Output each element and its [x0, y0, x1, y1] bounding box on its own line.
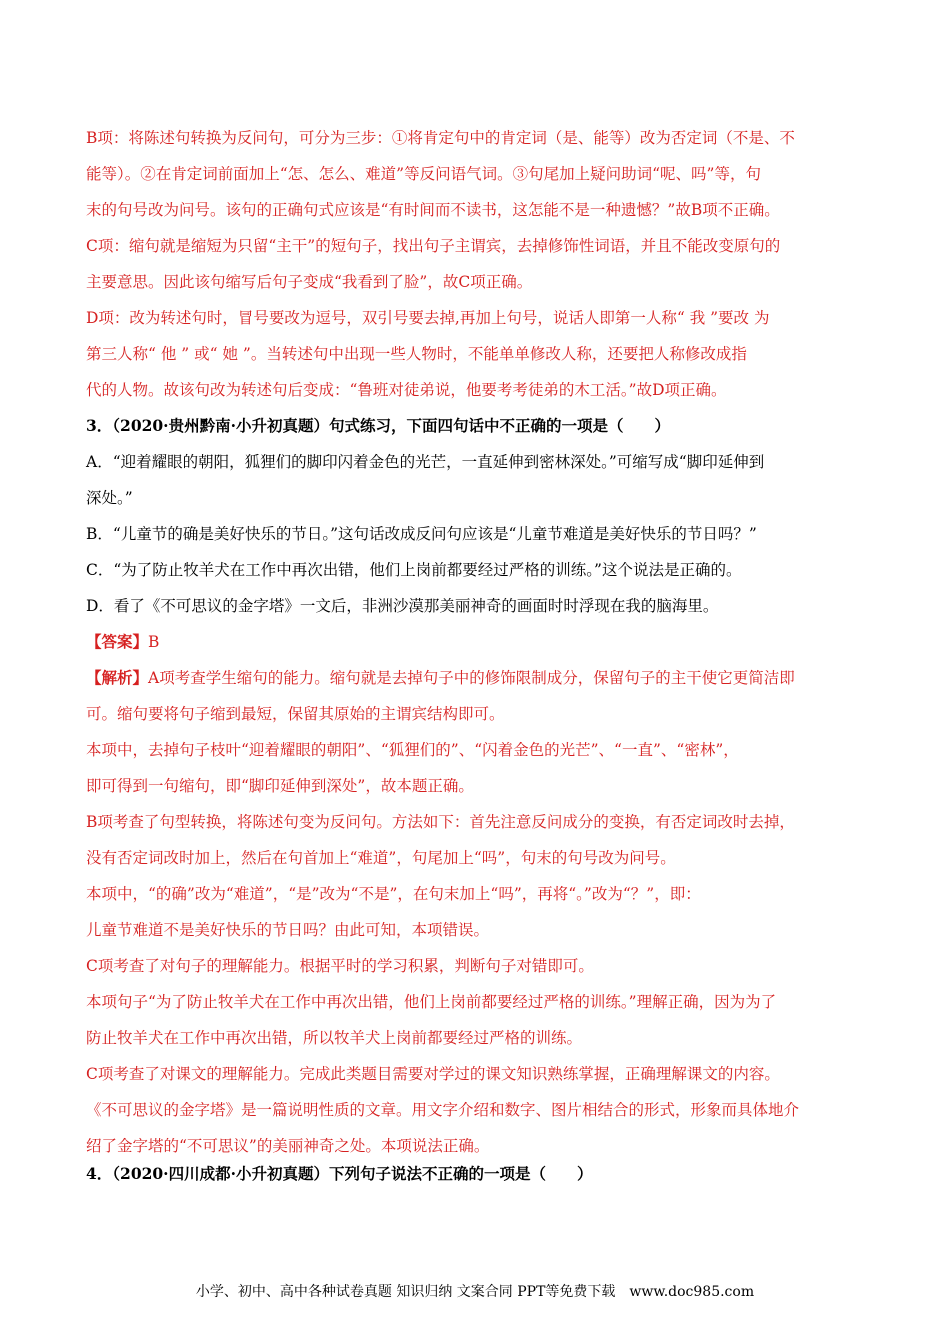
- analysis-line: 本项中，去掉句子枝叶“迎着耀眼的朝阳”、“狐狸们的”、“闪着金色的光芒”、“一直”、“密林”，: [86, 741, 739, 759]
- analysis-line: 可。缩句要将句子缩到最短，保留其原始的主谓宾结构即可。: [86, 705, 505, 723]
- explanation-b-line: 末的句号改为问号。该句的正确句式应该是“有时间而不读书，这怎能不是一种遗憾？”故B项不正确。: [86, 201, 780, 219]
- option-a-continued: 深处。”: [86, 489, 133, 507]
- analysis-line: 本项句子“为了防止牧羊犬在工作中再次出错，他们上岗前都要经过严格的训练。”理解正确，因为为了: [86, 993, 777, 1011]
- question-3: [86, 408, 866, 1164]
- previous-explanation: [86, 120, 866, 408]
- option-c: C．“为了防止牧羊犬在工作中再次出错，他们上岗前都要经过严格的训练。”这个说法是正确的。: [86, 561, 742, 579]
- analysis-line: 绍了金字塔的“不可思议”的美丽神奇之处。本项说法正确。: [86, 1137, 490, 1155]
- analysis-tag: 【解析】: [86, 668, 149, 687]
- analysis-line: 防止牧羊犬在工作中再次出错，所以牧羊犬上岗前都要经过严格的训练。: [86, 1029, 583, 1047]
- analysis-line: 儿童节难道不是美好快乐的节日吗？由此可知，本项错误。: [86, 921, 490, 939]
- page-footer: 小学、初中、高中各种试卷真题 知识归纳 文案合同 PPT等免费下载 www.doc985.com: [195, 1284, 755, 1300]
- analysis-line: C项考查了对课文的理解能力。完成此类题目需要对学过的课文知识熟练掌握，正确理解课文的内容。: [86, 1065, 780, 1083]
- answer-value: B: [148, 633, 160, 651]
- answer-tag: 【答案】: [86, 632, 149, 651]
- question-3-title: 3．（2020·贵州黔南·小升初真题）句式练习，下面四句话中不正确的一项是（ ）: [86, 416, 670, 435]
- analysis-line: 没有否定词改时加上，然后在句首加上“难道”，句尾加上“吗”，句末的句号改为问号。: [86, 849, 676, 867]
- explanation-b-line: B项：将陈述句转换为反问句，可分为三步：①将肯定句中的肯定词（是、能等）改为否定词（不是、不: [86, 129, 795, 147]
- analysis-line: 本项中，“的确”改为“难道”，“是”改为“不是”，在句末加上“吗”，再将“。”改为“？”，即：: [86, 885, 701, 903]
- analysis-line: C项考查了对句子的理解能力。根据平时的学习积累，判断句子对错即可。: [86, 957, 594, 975]
- option-a: A．“迎着耀眼的朝阳，狐狸们的脚印闪着金色的光芒，一直延伸到密林深处。”可缩写成“脚印延伸到: [86, 453, 765, 471]
- explanation-d-line: D项：改为转述句时，冒号要改为逗号，双引号要去掉,再加上句号，说话人即第一人称“ 我 ”要改 为: [86, 309, 770, 327]
- analysis-text: A项考查学生缩句的能力。缩句就是去掉句子中的修饰限制成分，保留句子的主干使它更简洁即: [148, 669, 795, 687]
- option-d: D．看了《不可思议的金字塔》一文后，非洲沙漠那美丽神奇的画面时时浮现在我的脑海里。: [86, 597, 719, 615]
- analysis-line: B项考查了句型转换，将陈述句变为反问句。方法如下：首先注意反问成分的变换，有否定词改时去掉，: [86, 813, 795, 831]
- analysis-line: 即可得到一句缩句，即“脚印延伸到深处”，故本题正确。: [86, 777, 474, 795]
- explanation-b-line: 能等）。②在肯定词前面加上“怎、怎么、难道”等反问语气词。③句尾加上疑问助词“呢、吗”等，句: [86, 165, 761, 183]
- analysis-line: 《不可思议的金字塔》是一篇说明性质的文章。用文字介绍和数字、图片相结合的形式，形象而具体地介: [86, 1101, 800, 1119]
- explanation-d-line: 第三人称“ 他 ” 或“ 她 ”。当转述句中出现一些人物时，不能单单修改人称，还要把人称修改成指: [86, 345, 747, 363]
- option-b: B．“儿童节的确是美好快乐的节日。”这句话改成反问句应该是“儿童节难道是美好快乐的节日吗？”: [86, 525, 757, 543]
- explanation-c-line: C项：缩句就是缩短为只留“主干”的短句子，找出句子主谓宾，去掉修饰性词语，并且不能改变原句的: [86, 237, 781, 255]
- question-4: [86, 1156, 866, 1192]
- question-4-title: 4．（2020·四川成都·小升初真题）下列句子说法不正确的一项是（ ）: [86, 1164, 593, 1183]
- answer-line: [86, 624, 866, 660]
- analysis-first-line: [86, 660, 866, 696]
- explanation-c-line: 主要意思。因此该句缩写后句子变成“我看到了脸”，故C项正确。: [86, 273, 533, 291]
- explanation-d-line: 代的人物。故该句改为转述句后变成：“鲁班对徒弟说，他要考考徒弟的木工活。”故D项正确。: [86, 381, 727, 399]
